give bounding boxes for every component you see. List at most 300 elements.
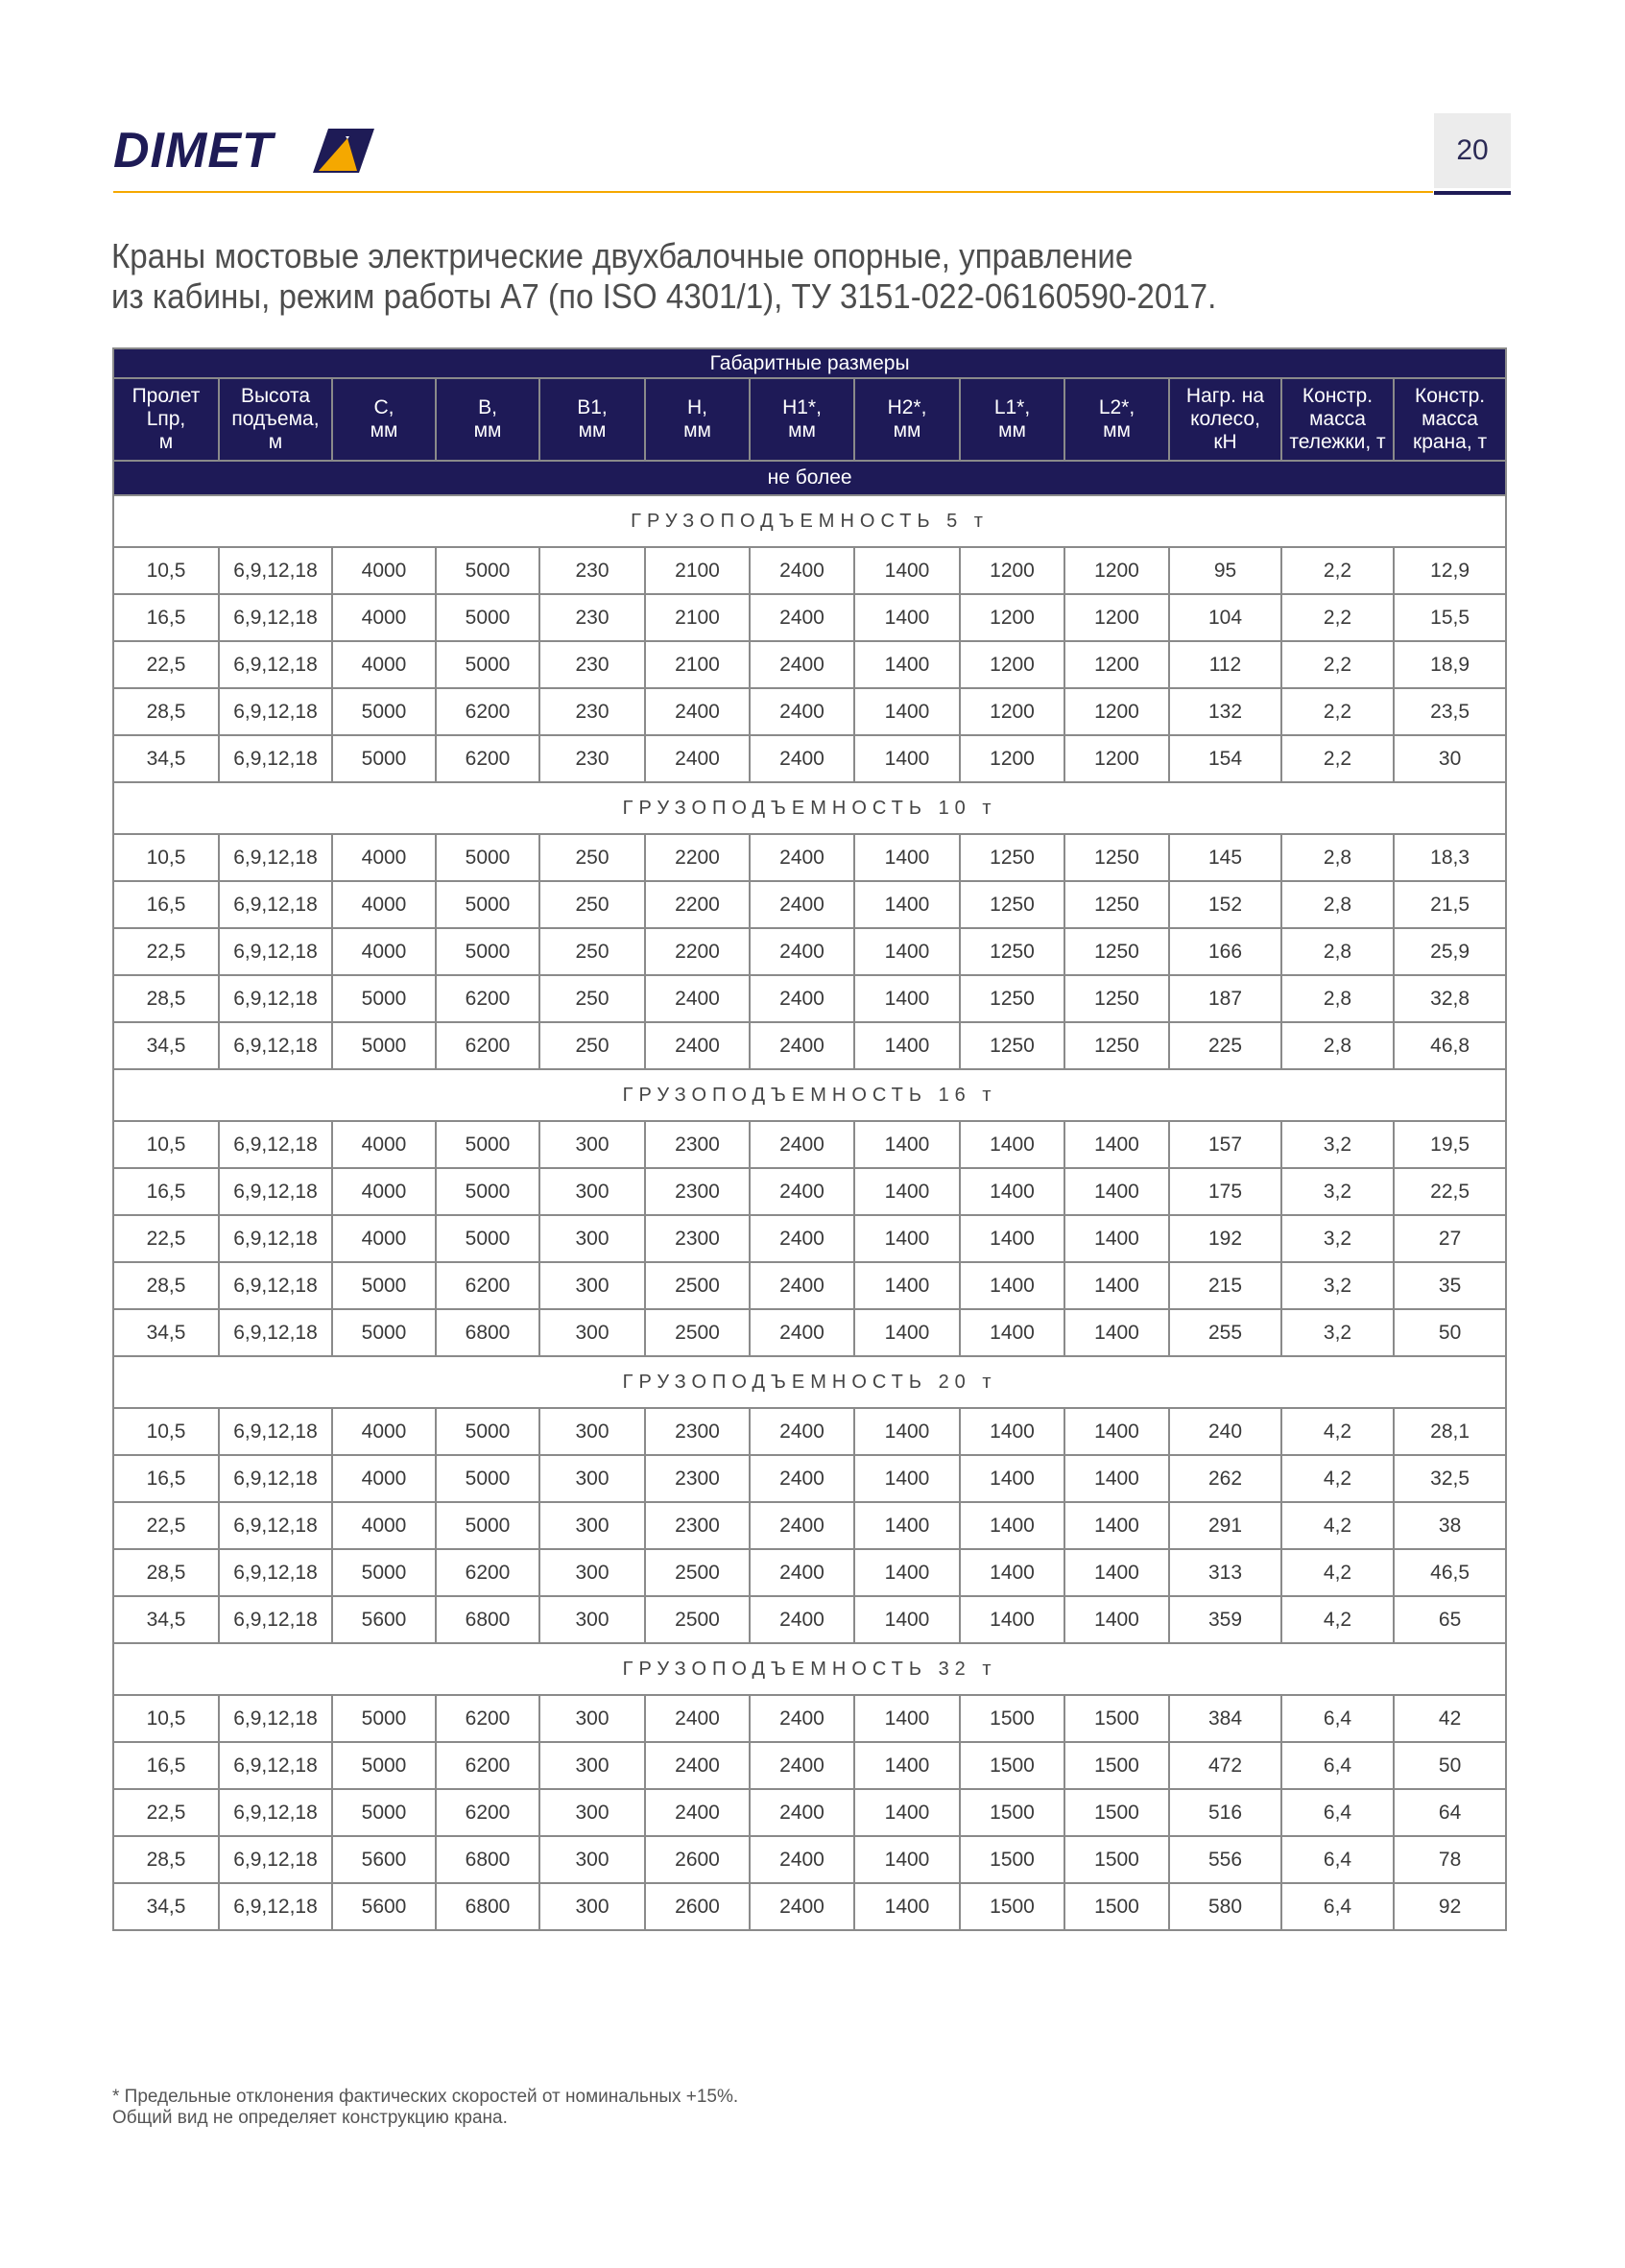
table-cell: 1200 [960,547,1064,594]
table-cell: 5600 [332,1883,436,1930]
table-cell: 6200 [436,1549,539,1596]
column-header [960,378,1064,461]
table-cell: 6,4 [1281,1836,1394,1883]
table-cell: 6,9,12,18 [219,1309,332,1356]
table-cell: 30 [1394,735,1506,782]
table-cell: 1400 [854,881,960,928]
table-cell: 3,2 [1281,1262,1394,1309]
table-cell: 1200 [1064,688,1169,735]
section-row [113,782,1506,834]
table-cell: 300 [539,1836,645,1883]
table-cell: 2200 [645,834,750,881]
table-cell: 1250 [1064,1022,1169,1069]
table-cell: 5000 [436,547,539,594]
table-cell: 1500 [960,1695,1064,1742]
table-cell: 1200 [960,688,1064,735]
table-cell: 313 [1169,1549,1281,1596]
section-title: ГРУЗОПОДЪЕМНОСТЬ 10 т [113,782,1506,834]
table-cell: 38 [1394,1502,1506,1549]
table-cell: 2500 [645,1309,750,1356]
table-cell: 5000 [332,1695,436,1742]
table-cell: 6,9,12,18 [219,881,332,928]
table-cell: 1250 [960,881,1064,928]
table-row [113,1883,1506,1930]
table-cell: 225 [1169,1022,1281,1069]
table-cell: 6,9,12,18 [219,975,332,1022]
table-cell: 2500 [645,1549,750,1596]
table-cell: 230 [539,735,645,782]
column-header [1169,378,1281,461]
table-cell: 1400 [1064,1549,1169,1596]
table-cell: 300 [539,1455,645,1502]
column-header-line: мм [788,419,816,442]
column-header-line: мм [578,419,607,442]
table-cell: 187 [1169,975,1281,1022]
table-cell: 1200 [1064,547,1169,594]
table-cell: 2400 [750,1883,854,1930]
table-cell: 2300 [645,1168,750,1215]
logo-wordmark: DIMET [113,123,274,179]
table-cell: 2400 [750,1168,854,1215]
table-cell: 1400 [854,1502,960,1549]
table-cell: 1400 [854,1262,960,1309]
table-cell: 300 [539,1262,645,1309]
table-cell: 3,2 [1281,1215,1394,1262]
table-cell: 5000 [332,975,436,1022]
table-cell: 6,9,12,18 [219,547,332,594]
table-cell: 1250 [960,975,1064,1022]
table-cell: 4,2 [1281,1502,1394,1549]
table-cell: 1400 [854,1215,960,1262]
table-row [113,1742,1506,1789]
table-cell: 50 [1394,1742,1506,1789]
table-cell: 6200 [436,1789,539,1836]
column-header-line: Н2*, [887,396,927,418]
table-cell: 28,5 [113,975,219,1022]
table-cell: 2400 [750,1408,854,1455]
table-cell: 6,4 [1281,1695,1394,1742]
table-cell: 2400 [750,547,854,594]
table-cell: 2300 [645,1408,750,1455]
table-cell: 5000 [436,834,539,881]
table-cell: 5000 [436,641,539,688]
table-cell: 6,9,12,18 [219,594,332,641]
table-cell: 154 [1169,735,1281,782]
table-cell: 46,8 [1394,1022,1506,1069]
column-header-line: мм [998,419,1026,442]
table-cell: 16,5 [113,1742,219,1789]
table-cell: 1400 [1064,1502,1169,1549]
table-cell: 240 [1169,1408,1281,1455]
table-cell: 32,5 [1394,1455,1506,1502]
column-header [854,378,960,461]
table-cell: 1400 [854,641,960,688]
table-row [113,834,1506,881]
table-cell: 2300 [645,1502,750,1549]
table-cell: 5000 [332,688,436,735]
column-header-line: L2*, [1098,396,1135,418]
table-cell: 1400 [1064,1215,1169,1262]
table-cell: 2400 [645,735,750,782]
table-cell: 192 [1169,1215,1281,1262]
table-cell: 6,9,12,18 [219,928,332,975]
column-header-line: колесо, [1190,408,1260,430]
table-cell: 1400 [854,547,960,594]
table-cell: 1400 [960,1121,1064,1168]
column-header-line: кН [1213,431,1237,453]
table-cell: 4000 [332,1215,436,1262]
column-header-line: В1, [577,396,608,418]
table-cell: 4000 [332,594,436,641]
title-line-2: из кабины, режим работы А7 (по ISO 4301/1), ТУ 3151-022-06160590-2017. [111,276,1217,316]
table-cell: 2300 [645,1215,750,1262]
footnote-line-2: Общий вид не определяет конструкцию крана. [112,2108,508,2128]
table-cell: 1400 [854,1789,960,1836]
table-cell: 12,9 [1394,547,1506,594]
page-number: 20 [1434,113,1511,188]
table-cell: 1400 [854,735,960,782]
table-row [113,594,1506,641]
table-cell: 1400 [854,1168,960,1215]
section-title: ГРУЗОПОДЪЕМНОСТЬ 20 т [113,1356,1506,1408]
table-cell: 1200 [1064,735,1169,782]
table-cell: 1400 [854,1408,960,1455]
table-cell: 6800 [436,1883,539,1930]
table-cell: 10,5 [113,834,219,881]
table-cell: 6200 [436,1742,539,1789]
column-header [436,378,539,461]
column-header-line: Констр. [1302,385,1374,407]
table-cell: 6200 [436,688,539,735]
table-cell: 1400 [960,1215,1064,1262]
table-cell: 250 [539,1022,645,1069]
table-cell: 28,5 [113,1549,219,1596]
column-header [645,378,750,461]
footnote [112,2087,738,2129]
table-cell: 1500 [960,1883,1064,1930]
table-cell: 1500 [1064,1789,1169,1836]
table-cell: 2,8 [1281,834,1394,881]
logo-triangle-icon [313,129,374,173]
table-cell: 384 [1169,1695,1281,1742]
table-cell: 230 [539,547,645,594]
table-row [113,928,1506,975]
table-row [113,881,1506,928]
table-cell: 291 [1169,1502,1281,1549]
table-cell: 2,8 [1281,975,1394,1022]
table-cell: 300 [539,1121,645,1168]
table-cell: 580 [1169,1883,1281,1930]
table-cell: 22,5 [113,1215,219,1262]
column-header-line: В, [478,396,497,418]
table-cell: 6,9,12,18 [219,1168,332,1215]
table-cell: 2400 [750,1742,854,1789]
table-cell: 230 [539,594,645,641]
column-header [219,378,332,461]
section-row [113,1643,1506,1695]
table-cell: 5000 [332,1262,436,1309]
table-row [113,1789,1506,1836]
table-cell: 6200 [436,1695,539,1742]
table-cell: 1400 [960,1596,1064,1643]
table-cell: 300 [539,1309,645,1356]
table-cell: 25,9 [1394,928,1506,975]
table-row [113,1121,1506,1168]
table-cell: 22,5 [113,641,219,688]
table-cell: 2400 [750,1549,854,1596]
table-cell: 1500 [960,1836,1064,1883]
table-cell: 1400 [1064,1262,1169,1309]
table-cell: 6,9,12,18 [219,1883,332,1930]
table-cell: 35 [1394,1262,1506,1309]
column-header-line: мм [370,419,398,442]
table-cell: 18,9 [1394,641,1506,688]
table-cell: 34,5 [113,1309,219,1356]
column-header-line: Констр. [1415,385,1486,407]
table-cell: 2500 [645,1262,750,1309]
table-row [113,547,1506,594]
table-cell: 78 [1394,1836,1506,1883]
table-cell: 46,5 [1394,1549,1506,1596]
table-cell: 2600 [645,1836,750,1883]
table-cell: 4000 [332,1168,436,1215]
table-cell: 300 [539,1596,645,1643]
table-cell: 5000 [332,735,436,782]
table-cell: 28,5 [113,1836,219,1883]
table-cell: 1400 [854,1883,960,1930]
table-cell: 2,2 [1281,594,1394,641]
table-cell: 4,2 [1281,1596,1394,1643]
table-cell: 2400 [750,1215,854,1262]
table-row [113,1022,1506,1069]
table-row [113,975,1506,1022]
column-header-line: мм [893,419,921,442]
table-cell: 4000 [332,881,436,928]
table-cell: 1250 [1064,834,1169,881]
table-cell: 34,5 [113,735,219,782]
table-cell: 1400 [960,1168,1064,1215]
table-cell: 255 [1169,1309,1281,1356]
table-cell: 2200 [645,881,750,928]
table-cell: 6,9,12,18 [219,688,332,735]
table-cell: 2400 [750,1121,854,1168]
table-row [113,641,1506,688]
table-cell: 34,5 [113,1022,219,1069]
table-cell: 6,9,12,18 [219,1121,332,1168]
table-cell: 1400 [1064,1121,1169,1168]
table-cell: 1250 [1064,881,1169,928]
table-cell: 27 [1394,1215,1506,1262]
table-cell: 4,2 [1281,1408,1394,1455]
table-cell: 556 [1169,1836,1281,1883]
column-header-line: L1*, [993,396,1031,418]
column-header-line: м [268,431,283,453]
table-cell: 2400 [750,1262,854,1309]
table-cell: 10,5 [113,1695,219,1742]
table-cell: 1400 [960,1502,1064,1549]
column-header-line: крана, т [1413,431,1488,453]
table-cell: 5000 [332,1549,436,1596]
table-cell: 1400 [854,1309,960,1356]
table-cell: 1400 [960,1262,1064,1309]
table-row [113,1168,1506,1215]
table-cell: 300 [539,1883,645,1930]
table-cell: 5000 [436,1168,539,1215]
table-cell: 6,9,12,18 [219,1215,332,1262]
table-cell: 300 [539,1549,645,1596]
table-cell: 28,1 [1394,1408,1506,1455]
table-cell: 300 [539,1695,645,1742]
table-cell: 230 [539,641,645,688]
table-cell: 2400 [750,1695,854,1742]
table-cell: 6,9,12,18 [219,834,332,881]
table-cell: 5000 [436,1215,539,1262]
table-cell: 2100 [645,547,750,594]
table-cell: 250 [539,834,645,881]
column-header-line: Н1*, [782,396,822,418]
table-cell: 6,9,12,18 [219,641,332,688]
table-row [113,1262,1506,1309]
crane-spec-table [112,347,1507,1931]
table-cell: 2400 [645,1695,750,1742]
column-header-line: Н, [687,396,707,418]
table-cell: 250 [539,881,645,928]
table-row [113,1836,1506,1883]
table-cell: 6200 [436,1022,539,1069]
table-cell: 5600 [332,1836,436,1883]
table-cell: 1400 [960,1549,1064,1596]
table-cell: 152 [1169,881,1281,928]
table-cell: 2,2 [1281,547,1394,594]
table-cell: 2300 [645,1455,750,1502]
table-cell: 1400 [854,928,960,975]
table-row [113,1309,1506,1356]
table-row [113,688,1506,735]
table-cell: 22,5 [113,928,219,975]
column-header-line: Пролет [131,385,201,407]
table-cell: 6200 [436,975,539,1022]
table-cell: 2400 [750,1309,854,1356]
table-cell: 6,9,12,18 [219,1742,332,1789]
table-cell: 2400 [750,1022,854,1069]
table-cell: 6,4 [1281,1742,1394,1789]
table-cell: 2400 [750,1789,854,1836]
table-cell: 2,2 [1281,735,1394,782]
table-cell: 1400 [854,1455,960,1502]
band-not-more-than: не более [113,461,1506,495]
table-cell: 1400 [960,1408,1064,1455]
table-cell: 300 [539,1742,645,1789]
table-row [113,1549,1506,1596]
table-cell: 4000 [332,1502,436,1549]
table-cell: 1250 [1064,975,1169,1022]
table-cell: 516 [1169,1789,1281,1836]
table-cell: 1200 [1064,594,1169,641]
table-cell: 5000 [332,1789,436,1836]
table-cell: 1400 [854,1836,960,1883]
table-cell: 3,2 [1281,1309,1394,1356]
column-header-line: тележки, т [1289,431,1386,453]
table-cell: 300 [539,1502,645,1549]
table-cell: 5000 [436,1455,539,1502]
section-title: ГРУЗОПОДЪЕМНОСТЬ 32 т [113,1643,1506,1695]
table-cell: 28,5 [113,1262,219,1309]
table-cell: 1250 [1064,928,1169,975]
table-cell: 2100 [645,594,750,641]
table-cell: 1400 [854,975,960,1022]
table-cell: 5000 [332,1742,436,1789]
column-header-row [113,378,1506,461]
table-cell: 2400 [750,735,854,782]
table-cell: 2,8 [1281,928,1394,975]
table-cell: 1500 [1064,1742,1169,1789]
table-cell: 2500 [645,1596,750,1643]
page-number-underline [1434,191,1511,195]
table-cell: 65 [1394,1596,1506,1643]
table-cell: 5000 [436,928,539,975]
column-header-line: Нагр. на [1185,385,1265,407]
table-cell: 2300 [645,1121,750,1168]
table-cell: 1400 [854,1121,960,1168]
column-header-line: м [158,431,174,453]
table-cell: 28,5 [113,688,219,735]
table-cell: 2400 [750,1836,854,1883]
table-cell: 2400 [750,1596,854,1643]
table-cell: 2400 [750,688,854,735]
column-header [1064,378,1169,461]
footnote-line-1: * Предельные отклонения фактических скоростей от номинальных +15%. [112,2087,739,2107]
table-cell: 175 [1169,1168,1281,1215]
table-cell: 1400 [854,594,960,641]
table-cell: 1400 [854,1596,960,1643]
table-cell: 6,9,12,18 [219,735,332,782]
table-cell: 4000 [332,834,436,881]
table-cell: 1400 [1064,1168,1169,1215]
table-cell: 2600 [645,1883,750,1930]
table-cell: 32,8 [1394,975,1506,1022]
table-cell: 22,5 [113,1789,219,1836]
table-cell: 166 [1169,928,1281,975]
table-row [113,1695,1506,1742]
table-cell: 92 [1394,1883,1506,1930]
table-cell: 4000 [332,1121,436,1168]
table-cell: 6,9,12,18 [219,1262,332,1309]
table-cell: 4000 [332,928,436,975]
title-line-1: Краны мостовые электрические двухбалочные опорные, управление [111,236,1134,275]
table-cell: 6,9,12,18 [219,1549,332,1596]
table-cell: 2400 [750,594,854,641]
column-header [539,378,645,461]
table-cell: 6,9,12,18 [219,1836,332,1883]
table-cell: 1250 [960,928,1064,975]
table-cell: 16,5 [113,594,219,641]
table-cell: 15,5 [1394,594,1506,641]
table-cell: 6,9,12,18 [219,1502,332,1549]
table-cell: 4000 [332,1408,436,1455]
table-cell: 2400 [645,688,750,735]
table-cell: 1400 [1064,1596,1169,1643]
dimet-logo [113,123,377,179]
table-cell: 50 [1394,1309,1506,1356]
section-title: ГРУЗОПОДЪЕМНОСТЬ 5 т [113,495,1506,547]
column-header-line: подъема, [231,408,320,430]
table-cell: 19,5 [1394,1121,1506,1168]
table-cell: 1500 [960,1789,1064,1836]
section-title: ГРУЗОПОДЪЕМНОСТЬ 16 т [113,1069,1506,1121]
table-cell: 1400 [854,1022,960,1069]
table-cell: 6200 [436,1262,539,1309]
table-cell: 1200 [960,641,1064,688]
